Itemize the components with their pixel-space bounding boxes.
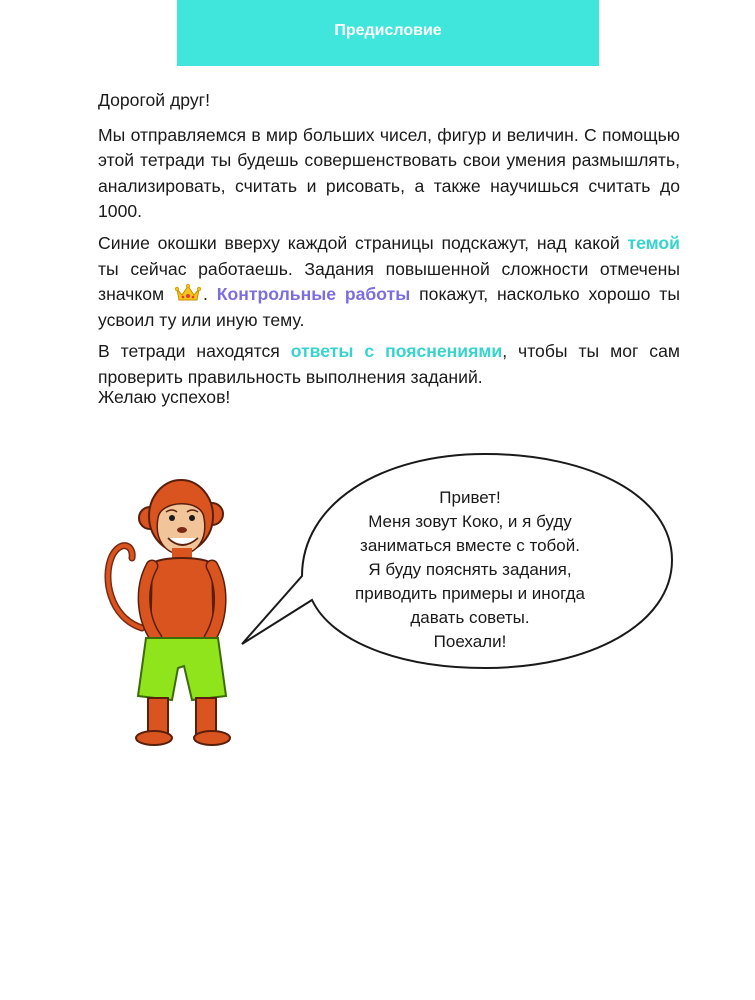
paragraph-2-part-2: ты сейчас работаешь. Задания повышенной сложности отмечены значком [98,258,680,305]
paragraph-2-part-4: покажут, насколько хорошо ты усвоил ту или иную тему. [98,284,680,330]
paragraph-1: Мы отправляемся в мир больших чисел, фигур и величин. С помощью этой тетради ты будешь совершенствовать свои умения размышлять, анализировать, считать и рисовать, а также научишься считать до 1000. [98,124,680,222]
greeting: Дорогой друг! [98,90,210,110]
tests-highlight: Контрольные работы [216,284,411,305]
crown-icon [175,283,201,303]
paragraph-2 [98,231,680,333]
topic-highlight: темой [627,232,680,253]
paragraph-3 [98,339,680,390]
farewell: Желаю успехов! [98,387,231,407]
monkey-koko-illustration [100,478,250,753]
section-title: Предисловие [334,22,442,39]
bubble-line: Меня зовут Коко, и я буду [368,512,572,531]
bubble-line: заниматься вместе с тобой. [360,536,580,555]
paragraph-2-part-3: . [203,284,217,305]
section-header-tab [177,0,599,66]
speech-bubble-text [300,486,640,654]
foreword-text [98,88,680,391]
bubble-line: Я буду пояснять задания, [368,560,572,579]
answers-highlight: ответы с пояснениями [290,341,503,362]
paragraph-3-part-2: , чтобы ты мог сам проверить правильность выполнения заданий. [98,341,680,387]
paragraph-3-part-1: В тетради находятся [98,341,291,362]
bubble-line: давать советы. [410,608,530,627]
paragraph-2-part-1: Синие окошки вверху каждой страницы подскажут, над какой [98,232,628,253]
bubble-line: приводить примеры и иногда [355,584,585,603]
bubble-line: Поехали! [433,632,507,651]
bubble-line: Привет! [439,488,501,507]
